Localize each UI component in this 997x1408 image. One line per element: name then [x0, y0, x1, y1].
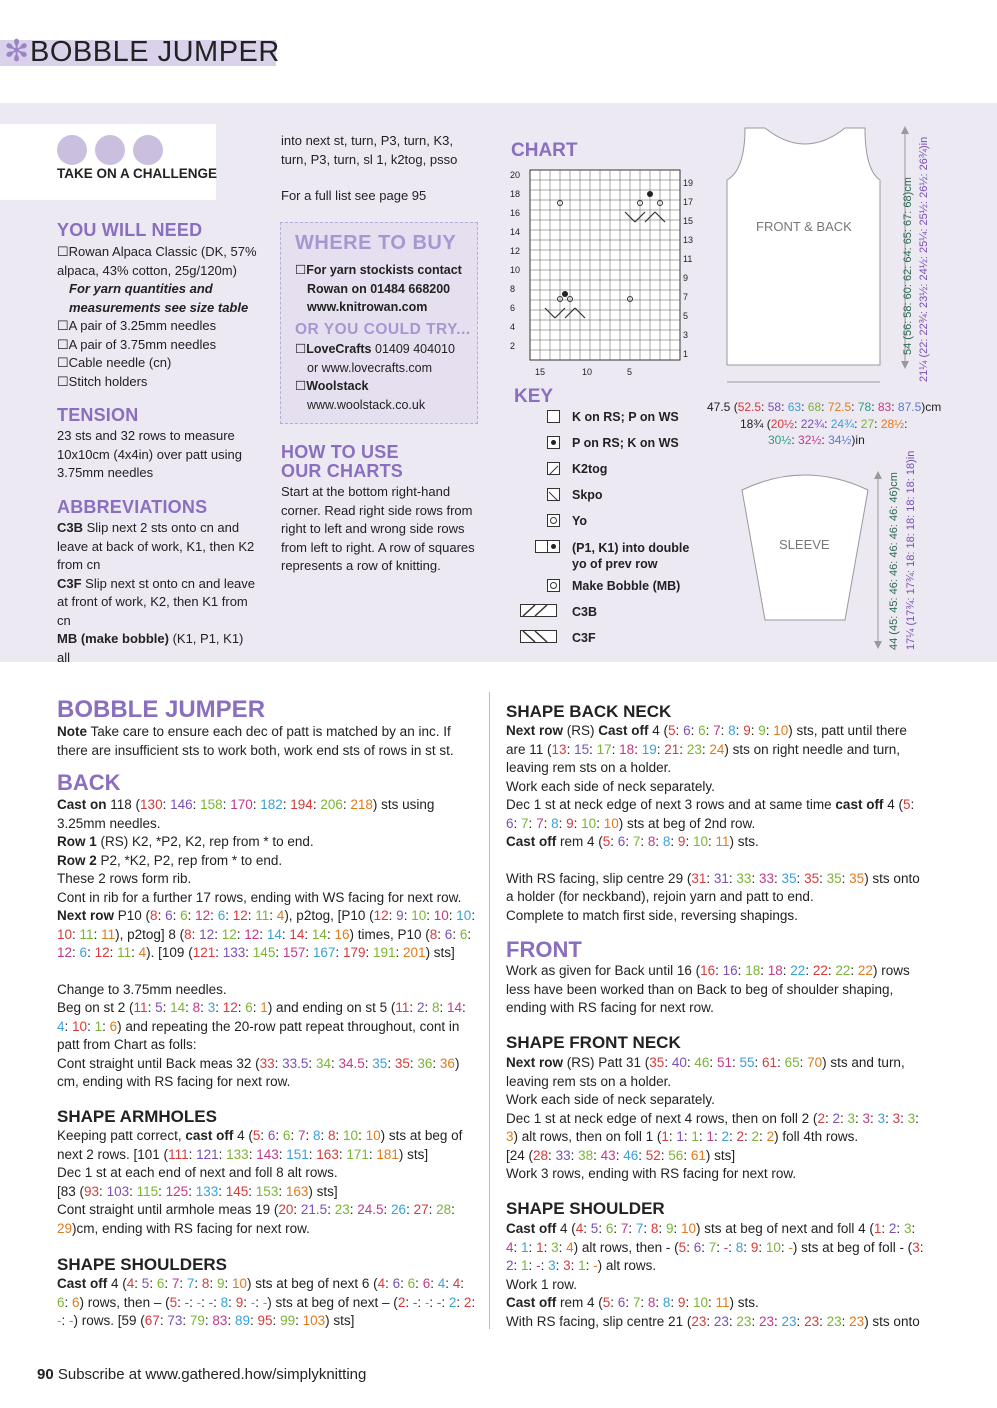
- footer: [37, 1366, 366, 1383]
- back-neck-text: Next row (RS) Cast off 4 (5: 6: 6: 7: 8: 9: 9: 10) sts, patt until there are 11 (13: 15: 17: 18: 19: 21: 23: 24) sts on right needle and turn, leaving rem sts on a holder. Work each side of neck separately. Dec 1 st at neck edge of next 3 rows and at same time cast off 4 (5: 6: 7: 7: 8: 9: 10: 10) sts at beg of 2nd row. Cast off rem 4 (5: 6: 7: 8: 8: 9: 10: 11) sts. With RS facing, slip centre 29 (31: 31: 33: 33: 35: 35: 35: 35) sts onto a holder (for neckband), rejoin yarn and patt to end. Complete to match first side, reversing shapings.: [506, 723, 920, 923]
- chart-col-label: 10: [582, 367, 593, 377]
- chart-row-label: 19: [683, 178, 694, 188]
- front-neck-text: Next row (RS) Patt 31 (35: 40: 46: 51: 55: 61: 65: 70) sts and turn, leaving rem sts on a holder. Work each side of neck separately. Dec 1 st at neck edge of next 4 rows, then on foll 2 (2: 2: 3: 3: 3: 3: 3: 3) alt rows, then on foll 1 (1: 1: 1: 1: 2: 2: 2: 2) foll 4th rows. [24 (28: 33: 38: 43: 46: 52: 56: 61) sts] Work 3 rows, ending with RS facing for next row.: [506, 1055, 919, 1181]
- chart-row-label: 11: [683, 254, 693, 264]
- list-item: ☐A pair of 3.75mm needles: [57, 336, 217, 352]
- chart-row-label: 4: [510, 322, 516, 332]
- front-length-cm: 54 (56: 58: 60: 62: 64: 65: 67: 68)cm: [902, 177, 914, 355]
- tension-heading: TENSION: [57, 405, 139, 425]
- front-back-schematic: [705, 120, 935, 400]
- key-item: P on RS; K on WS: [572, 436, 679, 450]
- purl-symbol-icon: [547, 436, 560, 449]
- alt-stockists: ☐LoveCrafts 01409 404010 or www.lovecrafts.com ☐Woolstack www.woolstack.co.uk: [295, 342, 455, 412]
- chart-row-label: 2: [510, 341, 516, 351]
- chart-row-label: 12: [510, 246, 521, 256]
- back-text: Cast on 118 (130: 146: 158: 170: 182: 194: 206: 218) sts using 3.25mm needles. Row 1 (RS) K2, *P2, K2, rep from * to end. Row 2 P2, *K2, P2, rep from * to end. These 2 rows form rib. Cont in rib for a further 17 rows, ending with WS facing for next row. Next row P10 (8: 6: 6: 12: 6: 12: 11: 4), p2tog, [P10 (12: 9: 10: 10: 10: 10: 11: 11), p2tog] 8 (8: 12: 12: 12: 14: 14: 14: 16) times, P10 (8: 6: 6: 12: 6: 12: 11: 4). [109 (121: 133: 145: 157: 167: 179: 191: 201) sts] Change to 3.75mm needles. Beg on st 2 (11: 5: 14: 8: 3: 12: 6: 1) and ending on st 5 (11: 2: 8: 14: 4: 10: 1: 6) and repeating the 20-row patt repeat throughout, cont in patt from Chart as folls: Cont straight until Back meas 32 (33: 33.5: 34: 34.5: 35: 35: 36: 36) cm, ending with RS facing for next row.: [57, 797, 476, 1089]
- key-item: Skpo: [572, 488, 603, 502]
- sleeve-length-in: 17¼ (17¾: 17¾: 18: 18: 18: 18: 18: 18)in: [905, 450, 917, 650]
- chart-heading: CHART: [511, 140, 578, 161]
- materials-list: [57, 243, 257, 391]
- size-note: For yarn quantities and measurements see size table: [69, 281, 249, 315]
- c3b-symbol-icon: [520, 604, 560, 618]
- skpo-symbol-icon: [547, 488, 560, 501]
- key-item: (P1, K1) into double yo of prev row: [572, 541, 690, 571]
- how-to-heading: HOW TO USE OUR CHARTS: [281, 442, 403, 481]
- armholes-heading: SHAPE ARMHOLES: [57, 1107, 217, 1126]
- sleeve-length-cm: 44 (45: 45: 46: 46: 46: 46: 46: 46)cm: [888, 472, 900, 650]
- where-to-buy-text: ☐For yarn stockists contact Rowan on 01484 668200 www.knitrowan.com: [295, 263, 462, 314]
- list-item: ☐A pair of 3.25mm needles: [57, 318, 217, 333]
- front-back-label: FRONT & BACK: [756, 219, 852, 234]
- shoulders-text: Cast off 4 (4: 5: 6: 7: 7: 8: 9: 10) sts at beg of next 6 (4: 6: 6: 6: 4: 4: 6: 6) rows, then – (5: -: -: -: 8: 9: -: -) sts at beg of next – (2: -: -: -: 2: 2: -: -) rows. [59 (67: 73: 79: 83: 89: 95: 99: 103) sts]: [57, 1276, 476, 1328]
- tension-text: 23 sts and 32 rows to measure 10x10cm (4x4in) over patt using 3.75mm needles: [57, 428, 242, 480]
- how-to-text: Start at the bottom right-hand corner. Read right side rows from right to left and wrong side rows from left to right. A row of squares represents a row of knitting.: [281, 484, 475, 573]
- list-item: ☐Cable needle (cn): [57, 355, 172, 370]
- chart-row-label: 13: [683, 235, 694, 245]
- chart-row-label: 5: [683, 311, 689, 321]
- key-item: Make Bobble (MB): [572, 579, 681, 593]
- front-neck-heading: SHAPE FRONT NECK: [506, 1033, 681, 1052]
- key-item: C3B: [572, 605, 598, 619]
- yarn-ball-icon: [95, 135, 125, 165]
- or-try-heading: OR YOU COULD TRY...: [295, 321, 471, 338]
- where-to-buy-heading: WHERE TO BUY: [295, 232, 457, 254]
- chart-row-label: 17: [683, 197, 694, 207]
- chart-row-label: 9: [683, 273, 689, 283]
- width-inches: 18¾ (20½: 22¾: 24¾: 27: 28½:: [740, 417, 908, 431]
- armholes-text: Keeping patt correct, cast off 4 (5: 6: 6: 7: 8: 8: 10: 10) sts at beg of next 2 rows. [101 (111: 121: 133: 143: 151: 163: 171: 181) sts] Dec 1 st at each end of next and foll 8 alt rows. [83 (93: 103: 115: 125: 133: 145: 153: 163) sts] Cont straight until armhole meas 19 (20: 21.5: 23: 24.5: 26: 27: 28: 29)cm, ending with RS facing for next row.: [57, 1128, 463, 1236]
- chart-row-label: 8: [510, 284, 516, 294]
- chart-col-label: 15: [535, 367, 546, 377]
- challenge-label: TAKE ON A CHALLENGE: [57, 166, 217, 181]
- front-length-in: 21¼ (22: 22¾: 23½: 24½: 25¼: 25½: 26½: 26¾)in: [918, 136, 930, 382]
- full-list-text: For a full list see page 95: [281, 188, 427, 203]
- pattern-note: Note Take care to ensure each dec of patt is matched by an inc. If there are insufficient sts to work both, work end sts of rows in st st.: [57, 724, 454, 758]
- front-text: Work as given for Back until 16 (16: 16: 18: 18: 22: 22: 22: 22) rows less have been worked than on Back to beg of shoulder shaping, ending with RS facing for next row.: [506, 963, 910, 1015]
- shoulder-text: Cast off 4 (4: 5: 6: 7: 7: 8: 9: 10) sts at beg of next and foll 4 (1: 2: 3: 4: 1: 1: 3: 4) alt rows, then - (5: 6: 7: -: 8: 9: 10: -) sts at beg of foll - (3: 2: 1: -: 3: 3: 1: -) alt rows. Work 1 row. Cast off rem 4 (5: 6: 7: 8: 8: 9: 10: 11) sts. With RS facing, slip centre 21 (23: 23: 23: 23: 23: 23: 23: 23) sts onto: [506, 1221, 924, 1329]
- pattern-title: BOBBLE JUMPER: [57, 696, 266, 723]
- k2tog-symbol-icon: [547, 462, 560, 475]
- list-item: ☐Rowan Alpaca Classic (DK, 57% alpaca, 43% cotton, 25g/120m): [57, 244, 257, 278]
- chart-row-label: 1: [683, 349, 689, 359]
- yarn-ball-icon: [57, 135, 87, 165]
- back-heading: BACK: [57, 770, 121, 795]
- key-item: K on RS; P on WS: [572, 410, 679, 424]
- sleeve-label: SLEEVE: [779, 537, 830, 552]
- you-will-need-heading: YOU WILL NEED: [57, 220, 203, 240]
- abbreviations-heading: ABBREVIATIONS: [57, 497, 208, 517]
- page-title: BOBBLE JUMPER: [30, 36, 280, 68]
- key-item: C3F: [572, 631, 596, 645]
- mb-continued: into next st, turn, P3, turn, K3, turn, P3, turn, sl 1, k2tog, psso: [281, 133, 458, 167]
- key-heading: KEY: [514, 386, 554, 407]
- bobble-symbol-icon: [547, 579, 560, 592]
- width-inches-2: 30½: 32½: 34½)in: [768, 433, 865, 447]
- sleeve-schematic: [740, 470, 890, 660]
- key-item: K2tog: [572, 462, 608, 476]
- chart-row-label: 7: [683, 292, 689, 302]
- yo-symbol-icon: [547, 514, 560, 527]
- width-measurements: 47.5 (52.5: 58: 63: 68: 72.5: 78: 83: 87.5)cm: [707, 400, 942, 414]
- knitting-chart: [505, 165, 695, 380]
- back-neck-heading: SHAPE BACK NECK: [506, 702, 672, 721]
- chart-row-label: 20: [510, 170, 521, 180]
- column-divider: [489, 692, 490, 1329]
- chart-row-label: 3: [683, 330, 689, 340]
- chart-row-label: 18: [510, 189, 521, 199]
- c3f-symbol-icon: [520, 630, 560, 644]
- shoulders-heading: SHAPE SHOULDERS: [57, 1255, 228, 1274]
- page-number: 90: [37, 1366, 54, 1383]
- yarn-ball-icon: [133, 135, 163, 165]
- shoulder-heading: SHAPE SHOULDER: [506, 1199, 665, 1218]
- front-heading: FRONT: [506, 937, 582, 962]
- chart-row-label: 15: [683, 216, 694, 226]
- key-item: Yo: [572, 514, 588, 528]
- subscribe-link[interactable]: Subscribe at www.gathered.how/simplyknitting: [57, 1366, 367, 1383]
- list-item: ☐Stitch holders: [57, 373, 148, 389]
- chart-row-label: 16: [510, 208, 521, 218]
- flower-icon: ✻: [4, 35, 30, 68]
- chart-col-label: 5: [627, 367, 633, 377]
- chart-row-label: 14: [510, 227, 521, 237]
- knit-symbol-icon: [547, 410, 560, 423]
- chart-row-label: 6: [510, 303, 516, 313]
- double-yo-symbol-icon: [547, 540, 560, 553]
- abbreviations-text: C3B Slip next 2 sts onto cn and leave at back of work, K1, then K2 from cn C3F Slip next st onto cn and leave at front of work, K2, then K1 from cn MB (make bobble) (K1, P1, K1) all: [57, 520, 256, 665]
- chart-row-label: 10: [510, 265, 521, 275]
